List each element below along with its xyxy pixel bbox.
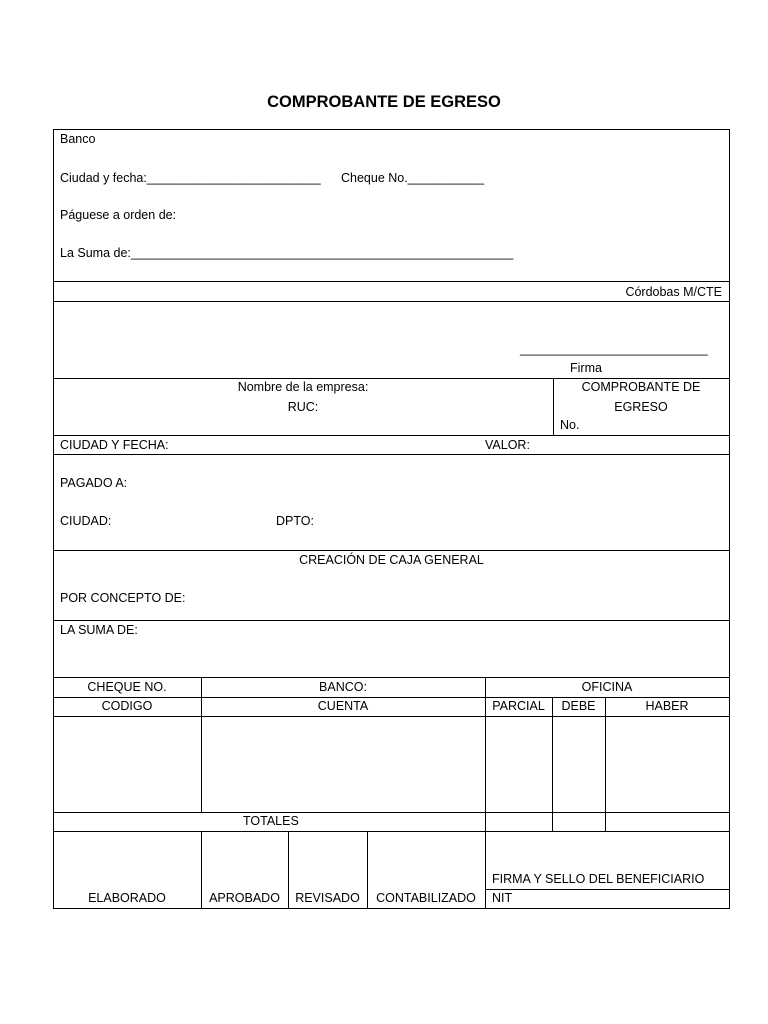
divider xyxy=(53,454,730,455)
cheque-no-header: CHEQUE NO. xyxy=(87,680,167,694)
cuenta-header: CUENTA xyxy=(317,699,369,713)
banco-label: Banco xyxy=(60,132,96,146)
dpto-label: DPTO: xyxy=(276,514,314,528)
divider xyxy=(53,435,730,436)
divider xyxy=(53,301,730,302)
pagado-a-label: PAGADO A: xyxy=(60,476,128,490)
contabilizado-label: CONTABILIZADO xyxy=(376,891,476,905)
ruc-label: RUC: xyxy=(287,400,319,414)
debe-header: DEBE xyxy=(561,699,596,713)
document-title: COMPROBANTE DE EGRESO xyxy=(267,93,501,111)
divider xyxy=(53,677,730,678)
paguese-field[interactable]: Páguese a orden de: xyxy=(60,208,177,222)
codigo-header: CODIGO xyxy=(101,699,153,713)
creacion-label: CREACIÓN DE CAJA GENERAL xyxy=(299,553,484,567)
border-left xyxy=(53,129,54,909)
comprobante-title-2: EGRESO xyxy=(614,400,668,414)
border-top xyxy=(53,129,730,130)
divider xyxy=(201,677,202,812)
divider xyxy=(53,831,730,832)
cheque-no-field[interactable]: Cheque No.___________ xyxy=(341,171,485,185)
haber-header: HABER xyxy=(645,699,689,713)
border-bottom xyxy=(53,908,730,909)
divider xyxy=(53,716,730,717)
firma-sello-label: FIRMA Y SELLO DEL BENEFICIARIO xyxy=(492,872,705,886)
comprobante-title: COMPROBANTE DE xyxy=(581,380,701,394)
ciudad-label: CIUDAD: xyxy=(60,514,112,528)
divider xyxy=(53,697,730,698)
oficina-header: OFICINA xyxy=(581,680,633,694)
aprobado-label: APROBADO xyxy=(209,891,280,905)
border-right xyxy=(729,129,730,909)
por-concepto-label: POR CONCEPTO DE: xyxy=(60,591,186,605)
banco-header: BANCO: xyxy=(319,680,367,694)
moneda-label: Córdobas M/CTE xyxy=(625,285,722,299)
divider xyxy=(53,620,730,621)
firma-line[interactable]: ___________________________ xyxy=(520,342,708,356)
divider xyxy=(53,812,730,813)
divider xyxy=(53,550,730,551)
elaborado-label: ELABORADO xyxy=(88,891,166,905)
divider xyxy=(53,281,730,282)
empresa-label: Nombre de la empresa: xyxy=(237,380,369,394)
ciudad-fecha-field[interactable]: Ciudad y fecha:_________________________ xyxy=(60,171,321,185)
revisado-label: REVISADO xyxy=(295,891,360,905)
valor-label: VALOR: xyxy=(485,438,530,452)
parcial-header: PARCIAL xyxy=(492,699,545,713)
comprobante-no[interactable]: No. xyxy=(560,418,580,432)
nit-label: NIT xyxy=(492,891,513,905)
divider xyxy=(486,889,730,890)
la-suma-field[interactable]: La Suma de:_______________________________________________________ xyxy=(60,246,514,260)
divider xyxy=(53,378,730,379)
la-suma-label: LA SUMA DE: xyxy=(60,623,138,637)
firma-label: Firma xyxy=(570,361,602,375)
divider xyxy=(552,697,553,832)
totales-label: TOTALES xyxy=(243,814,299,828)
ciudad-fecha-label: CIUDAD Y FECHA: xyxy=(60,438,169,452)
divider xyxy=(605,697,606,832)
